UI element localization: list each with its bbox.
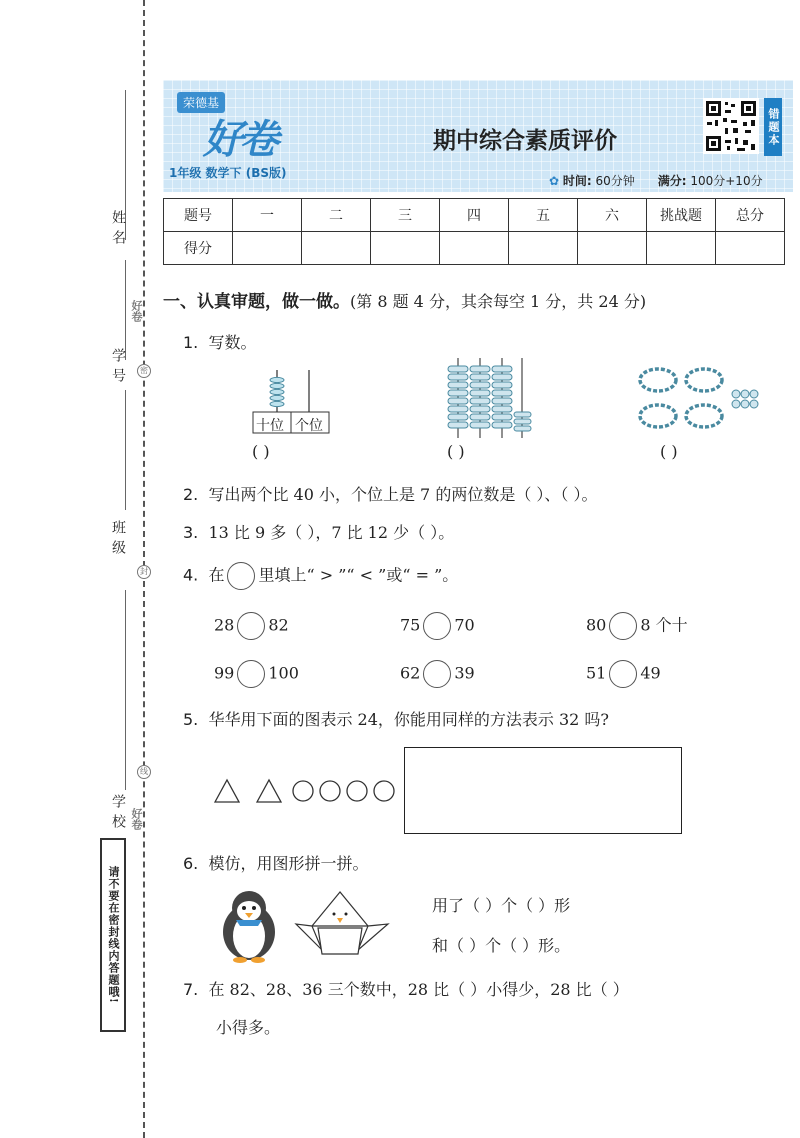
question-5	[183, 707, 609, 730]
q6-line-1: 用了（ ）个（ ）形	[432, 896, 571, 915]
question-number: 3.	[183, 523, 199, 542]
compare-item	[400, 612, 475, 640]
score-header-cell: 一	[233, 199, 302, 232]
compare-left: 62	[400, 663, 421, 683]
header-banner	[163, 80, 793, 192]
id-underline	[125, 260, 126, 360]
stick-bundles-figure	[440, 356, 540, 442]
brand-tag: 荣德基	[177, 92, 225, 113]
score-header-cell: 五	[509, 199, 578, 232]
score-table-score-row	[164, 232, 785, 265]
time-value: 60分钟	[595, 174, 635, 188]
question-number: 6.	[183, 854, 199, 873]
score-row-label: 得分	[164, 232, 233, 265]
score-input-cell[interactable]	[509, 232, 578, 265]
compare-right: 8 个十	[640, 615, 688, 635]
circle-icon	[293, 781, 313, 801]
page-title: 期中综合素质评价	[433, 128, 617, 154]
compare-right: 100	[268, 663, 299, 683]
seal-hole-1: 密	[137, 364, 151, 378]
compare-left: 51	[586, 663, 607, 683]
seal-hole-2: 封	[137, 565, 151, 579]
compare-item	[400, 660, 475, 688]
triangle-icon	[215, 780, 239, 802]
triangle-icon	[257, 780, 281, 802]
full-score-value: 100分+10分	[690, 174, 763, 188]
score-table	[163, 198, 785, 265]
full-score-label: 满分:	[657, 174, 687, 188]
compare-circle-icon	[227, 562, 255, 590]
penguin-icon	[214, 888, 284, 964]
question-1	[183, 330, 256, 353]
question-3	[183, 520, 454, 543]
side-logo-1: 好卷	[130, 300, 143, 322]
clock-icon: ✿	[549, 174, 560, 188]
school-label: 学校	[110, 794, 126, 834]
q1-blank-2[interactable]: ( )	[447, 442, 465, 461]
question-text: 写出两个比 40 小，个位上是 7 的两位数是（ ）、（ ）。	[208, 485, 598, 504]
shape-example-figure	[212, 776, 398, 806]
compare-circle[interactable]	[423, 660, 451, 688]
compare-circle[interactable]	[237, 660, 265, 688]
compare-item	[586, 612, 688, 640]
score-input-cell[interactable]	[716, 232, 785, 265]
compare-item	[214, 612, 289, 640]
question-number: 5.	[183, 710, 199, 729]
question-text: 华华用下面的图表示 24，你能用同样的方法表示 32 吗?	[208, 710, 609, 729]
question-number: 1.	[183, 333, 199, 352]
score-input-cell[interactable]	[371, 232, 440, 265]
triangle-figure	[292, 890, 392, 960]
question-number: 4.	[183, 565, 199, 585]
abacus-ones-label: 个位	[295, 418, 323, 434]
time-label: 时间:	[562, 174, 592, 188]
compare-right: 82	[268, 615, 289, 635]
compare-left: 28	[214, 615, 235, 635]
circle-icon	[320, 781, 340, 801]
q5-answer-box[interactable]	[404, 747, 682, 834]
seal-notice: 请不要在密封线内答题哦!	[100, 838, 126, 1032]
question-text: 13 比 9 多（ ），7 比 12 少（ ）。	[208, 523, 455, 542]
score-header-cell: 四	[440, 199, 509, 232]
compare-right: 39	[454, 663, 475, 683]
question-number: 2.	[183, 485, 199, 504]
abacus-tens-label: 十位	[256, 418, 284, 434]
section-1-heading	[163, 287, 646, 312]
question-text: 模仿，用图形拼一拼。	[208, 854, 369, 873]
side-logo-2: 好卷	[130, 808, 143, 830]
compare-right: 70	[454, 615, 475, 635]
question-text: 在 82、28、36 三个数中，28 比（ ）小得少，28 比（ ）	[208, 980, 629, 999]
score-header-cell: 三	[371, 199, 440, 232]
section-1-note: (第 8 题 4 分，其余每空 1 分，共 24 分)	[350, 292, 647, 311]
score-input-cell[interactable]	[578, 232, 647, 265]
qr-code-icon[interactable]	[703, 98, 759, 154]
q6-line-2: 和（ ）个（ ）形。	[432, 936, 571, 955]
question-text-b: 里填上“ > ”“ < ”或“ = ”。	[258, 565, 459, 585]
question-number: 7.	[183, 980, 199, 999]
question-7	[183, 977, 629, 1000]
class-underline	[125, 390, 126, 510]
q1-blank-3[interactable]: ( )	[660, 442, 678, 461]
id-label: 学号	[110, 348, 126, 388]
compare-circle[interactable]	[609, 660, 637, 688]
error-book-badge: 错题本	[764, 98, 782, 156]
question-text-a: 在	[208, 565, 225, 585]
score-header-cell: 六	[578, 199, 647, 232]
compare-item	[214, 660, 299, 688]
score-header-cell: 题号	[164, 199, 233, 232]
score-table-header-row	[164, 199, 785, 232]
class-label: 班级	[110, 520, 126, 560]
question-6	[183, 851, 368, 874]
compare-left: 75	[400, 615, 421, 635]
bead-groups-figure	[636, 366, 768, 438]
question-7-continued: 小得多。	[216, 1018, 281, 1037]
compare-left: 99	[214, 663, 235, 683]
score-input-cell[interactable]	[440, 232, 509, 265]
compare-left: 80	[586, 615, 607, 635]
question-2	[183, 482, 598, 505]
q1-blank-1[interactable]: ( )	[252, 442, 270, 461]
brand-logo: 好卷	[203, 116, 275, 163]
compare-circle[interactable]	[609, 612, 637, 640]
name-label: 姓名	[110, 210, 126, 250]
circle-icon	[347, 781, 367, 801]
compare-circle[interactable]	[423, 612, 451, 640]
score-input-cell[interactable]	[302, 232, 371, 265]
score-header-cell: 二	[302, 199, 371, 232]
compare-circle[interactable]	[237, 612, 265, 640]
section-1-title: 一、认真审题，做一做。	[163, 292, 350, 312]
circle-icon	[374, 781, 394, 801]
question-4	[183, 562, 458, 590]
grade-label: 1年级 数学下 (BS版)	[169, 166, 287, 180]
compare-item	[586, 660, 661, 688]
exam-meta	[549, 172, 763, 189]
seal-hole-3: 线	[137, 765, 151, 779]
score-header-cell: 总分	[716, 199, 785, 232]
school-underline	[125, 590, 126, 790]
score-input-cell[interactable]	[647, 232, 716, 265]
score-header-cell: 挑战题	[647, 199, 716, 232]
question-text: 写数。	[208, 333, 257, 352]
compare-right: 49	[640, 663, 661, 683]
score-input-cell[interactable]	[233, 232, 302, 265]
